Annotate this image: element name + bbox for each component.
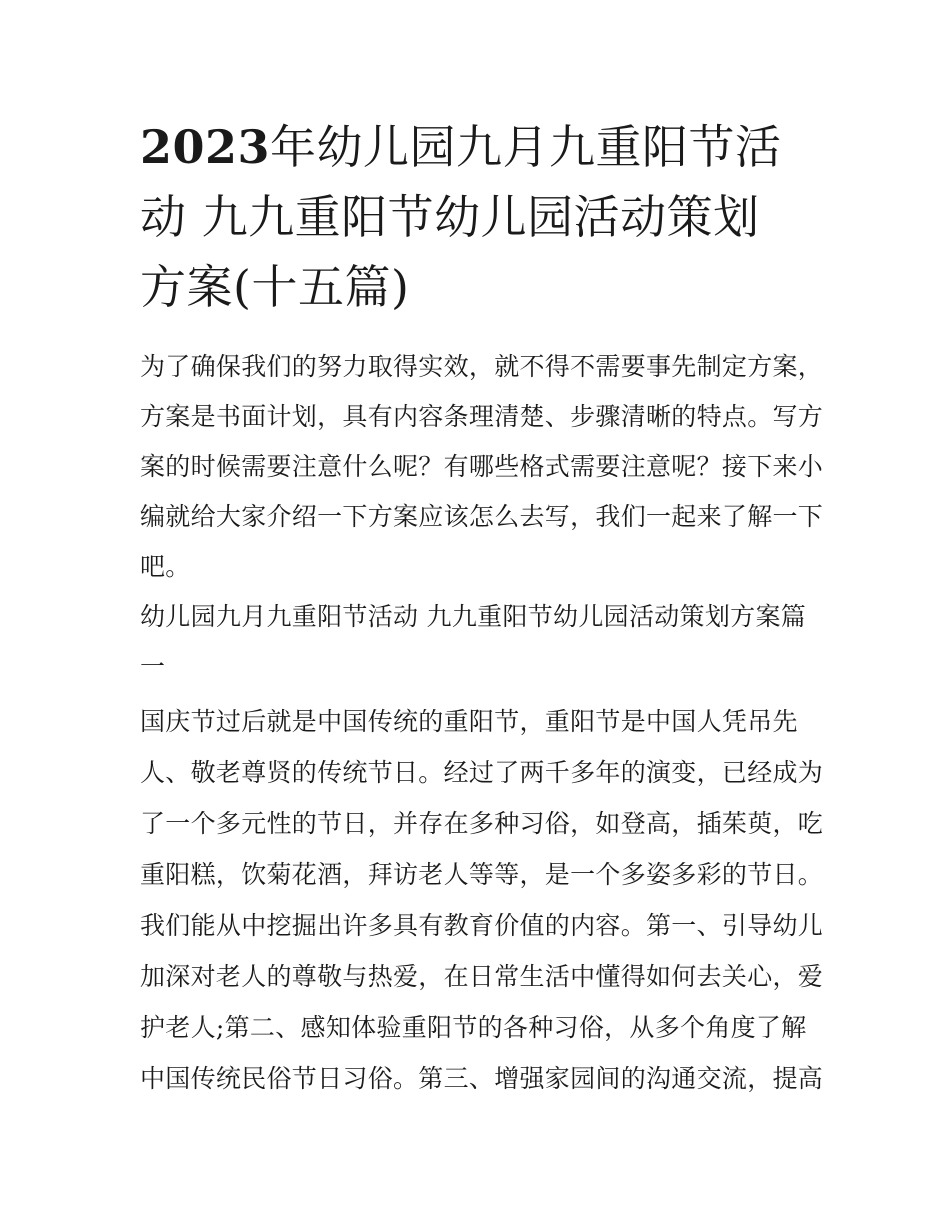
- title-line-1: [140, 112, 820, 182]
- body-line: 人、敬老尊贤的传统节日。经过了两千多年的演变，已经成为: [140, 758, 824, 787]
- intro-line: 编就给大家介绍一下方案应该怎么去写，我们一起来了解一下: [140, 502, 824, 531]
- intro-line: 吧。: [140, 552, 191, 581]
- title-line-3: 方案(十五篇): [140, 260, 410, 314]
- body-line: 加深对老人的尊敬与热爱，在日常生活中懂得如何去关心，爱: [140, 962, 824, 991]
- body-line: 重阳糕，饮菊花酒，拜访老人等等，是一个多姿多彩的节日。: [140, 860, 824, 889]
- intro-line: 案的时候需要注意什么呢？有哪些格式需要注意呢？接下来小: [140, 452, 824, 481]
- intro-line: 方案是书面计划，具有内容条理清楚、步骤清晰的特点。写方: [140, 402, 824, 431]
- title-line-1-rest: 年幼儿园九月九重阳节活: [270, 120, 782, 174]
- section-heading-line: 一: [140, 652, 166, 681]
- title-year: 2023: [140, 120, 271, 174]
- body-paragraph: [140, 696, 824, 1104]
- intro-paragraph: [140, 342, 824, 592]
- intro-line: 为了确保我们的努力取得实效，就不得不需要事先制定方案，: [140, 352, 824, 381]
- document-page: [140, 112, 824, 1104]
- body-line: 了一个多元性的节日，并存在多种习俗，如登高，插茱萸，吃: [140, 809, 824, 838]
- body-line: 我们能从中挖掘出许多具有教育价值的内容。第一、引导幼儿: [140, 911, 824, 940]
- body-line: 中国传统民俗节日习俗。第三、增强家园间的沟通交流，提高: [140, 1064, 824, 1093]
- section-heading-line: 幼儿园九月九重阳节活动 九九重阳节幼儿园活动策划方案篇: [140, 602, 807, 631]
- title-line-2: 动 九九重阳节幼儿园活动策划: [140, 190, 760, 244]
- section-heading: [140, 592, 820, 692]
- body-line: 护老人;第二、感知体验重阳节的各种习俗，从多个角度了解: [140, 1013, 807, 1042]
- document-title: [140, 112, 820, 322]
- body-line: 国庆节过后就是中国传统的重阳节，重阳节是中国人凭吊先: [140, 707, 798, 736]
